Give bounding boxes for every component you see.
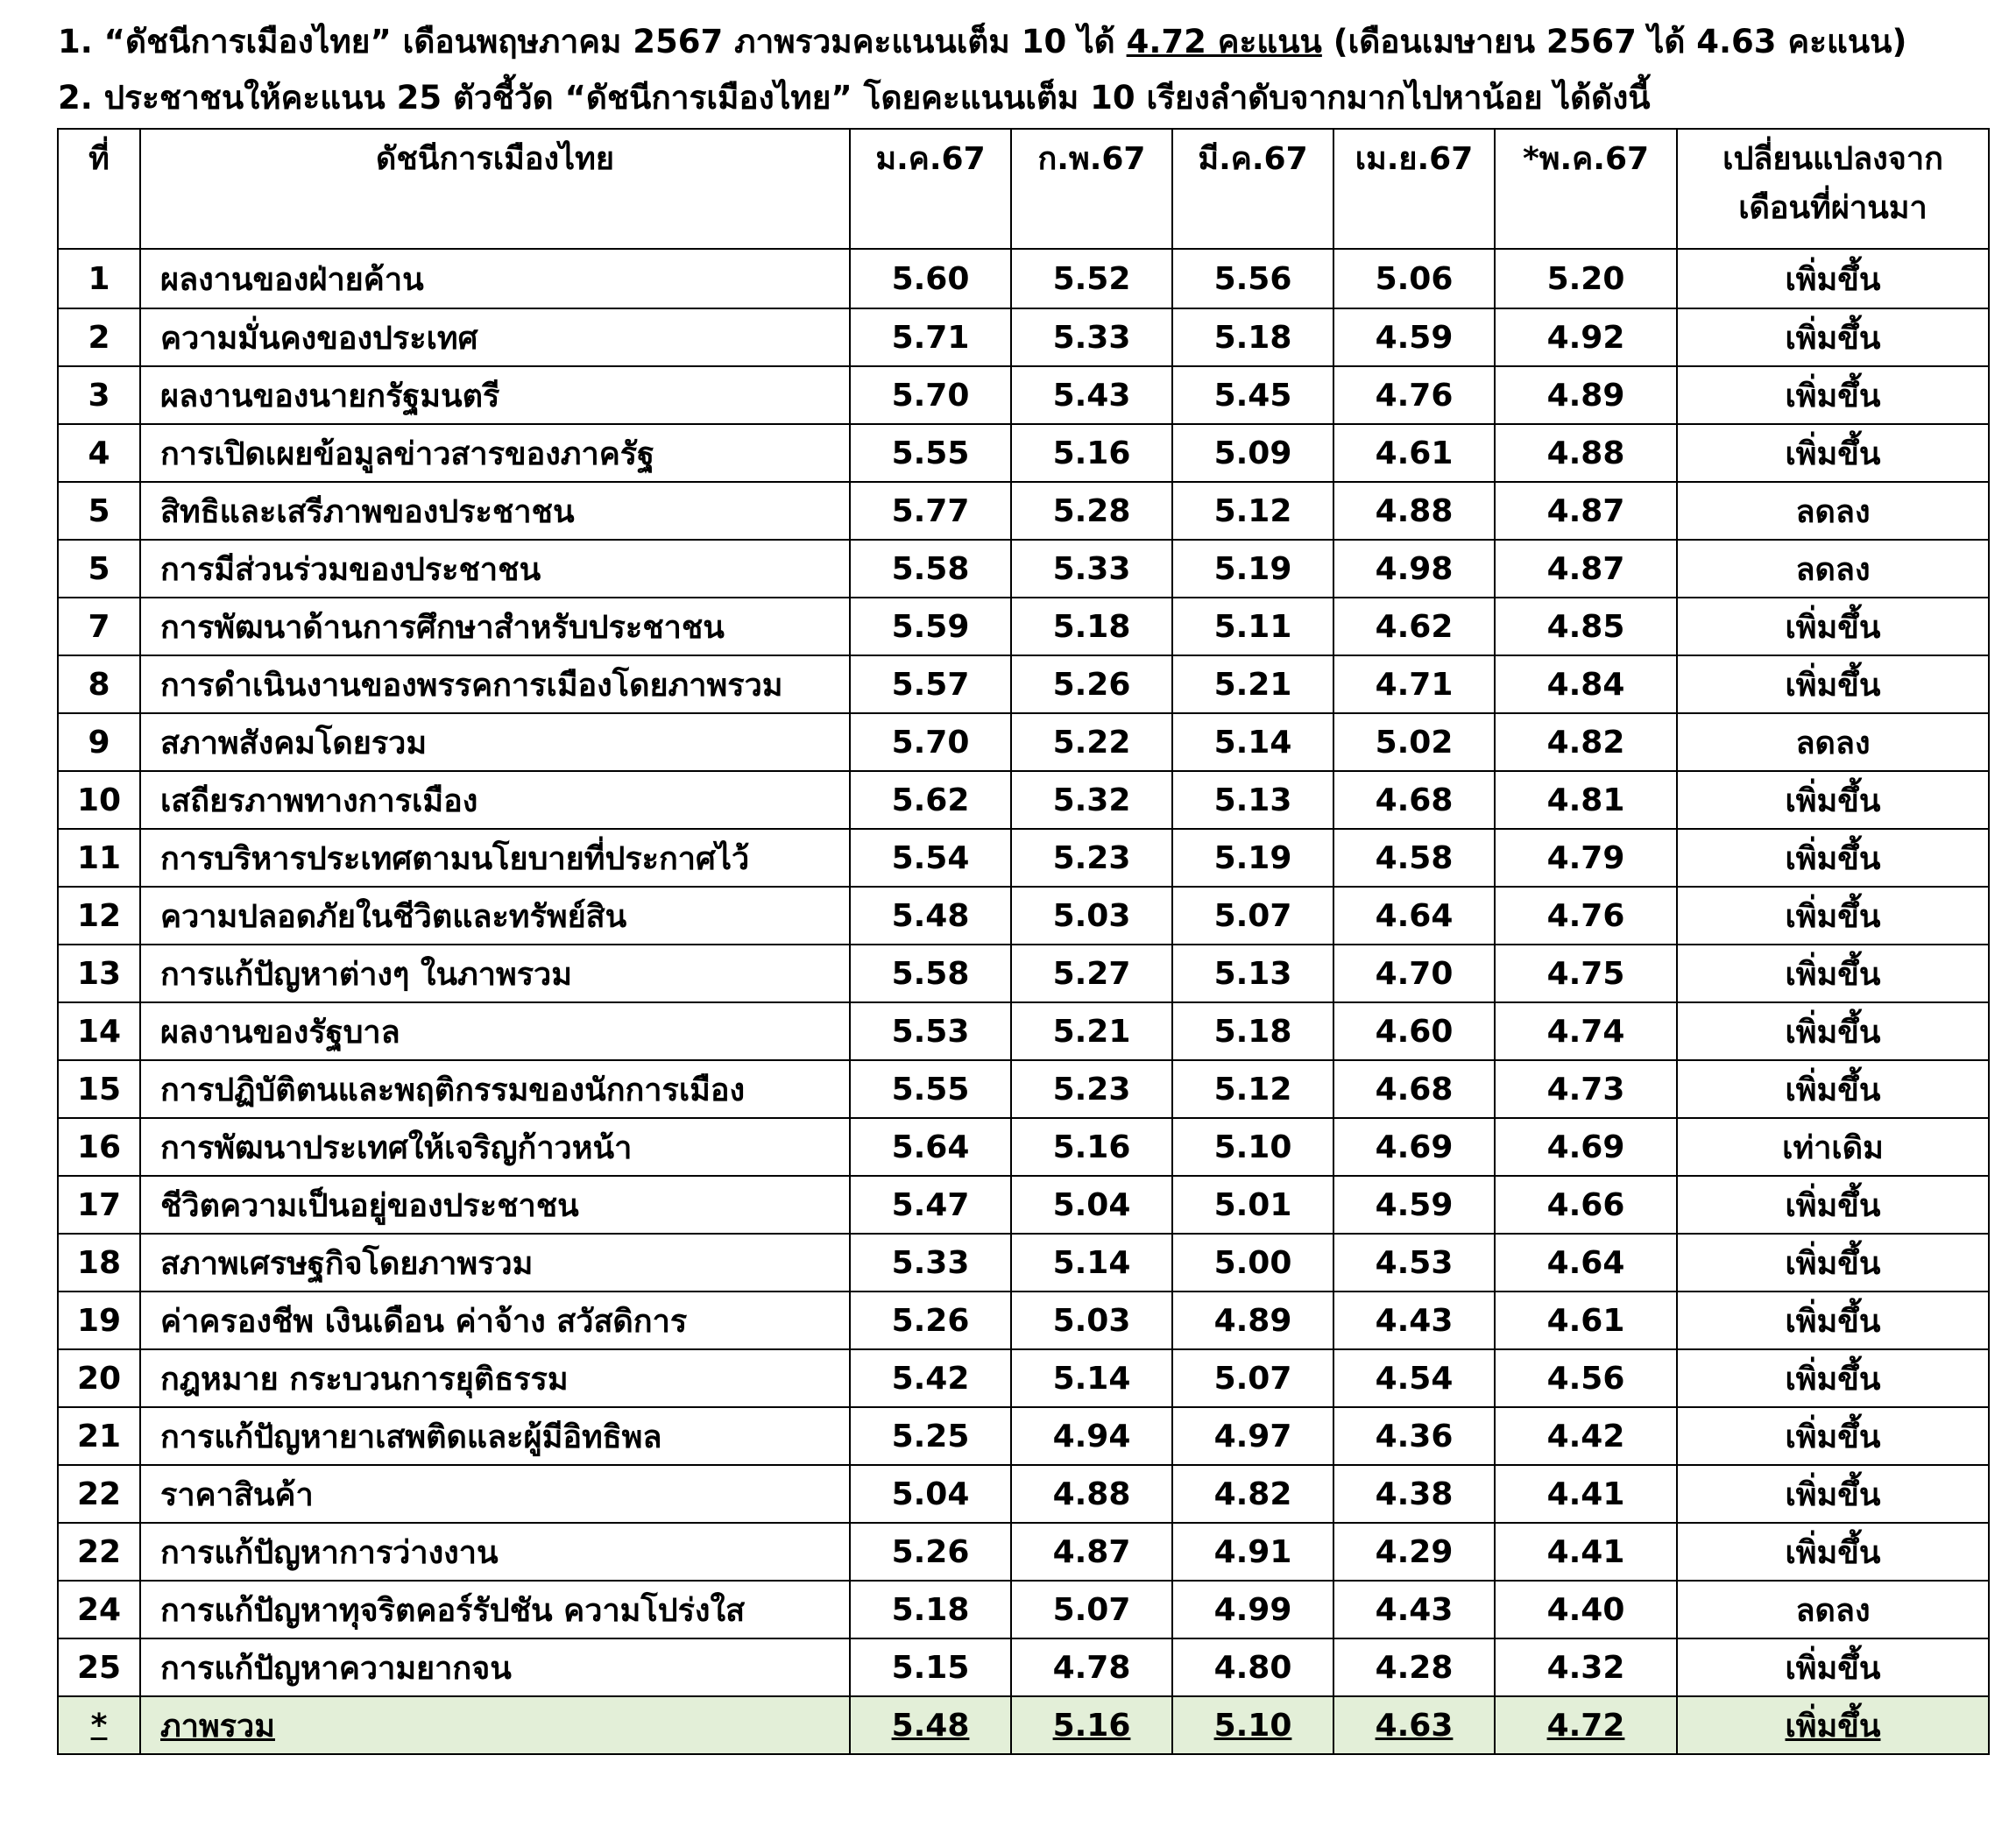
change-cell: เพิ่มขึ้น: [1677, 1234, 1989, 1292]
feb-cell: 5.33: [1011, 308, 1172, 366]
indicator-cell: ผลงานของนายกรัฐมนตรี: [140, 366, 850, 424]
jan-cell: 5.58: [850, 540, 1011, 598]
jan-cell: 5.48: [850, 887, 1011, 945]
rank-cell: 5: [58, 540, 140, 598]
table-row: [58, 1060, 1989, 1118]
mar-cell: 5.11: [1172, 598, 1333, 655]
change-cell: เพิ่มขึ้น: [1677, 1407, 1989, 1465]
may-cell: 4.69: [1495, 1118, 1677, 1176]
change-cell: เพิ่มขึ้น: [1677, 1002, 1989, 1060]
may-cell: 4.89: [1495, 366, 1677, 424]
indicator-cell: การปฏิบัติตนและพฤติกรรมของนักการเมือง: [140, 1060, 850, 1118]
may-cell: 4.92: [1495, 308, 1677, 366]
may-cell: 4.41: [1495, 1465, 1677, 1523]
may-cell: 4.64: [1495, 1234, 1677, 1292]
apr-cell: 4.71: [1333, 655, 1495, 713]
indicator-cell: ราคาสินค้า: [140, 1465, 850, 1523]
may-cell: 4.84: [1495, 655, 1677, 713]
change-cell: เพิ่มขึ้น: [1677, 655, 1989, 713]
mar-cell: 5.13: [1172, 945, 1333, 1002]
apr-cell: 4.62: [1333, 598, 1495, 655]
jan-cell: 5.26: [850, 1523, 1011, 1581]
header-rank: ที่: [58, 129, 140, 249]
apr-cell: 4.61: [1333, 424, 1495, 482]
jan-cell: 5.47: [850, 1176, 1011, 1234]
jan-cell: 5.54: [850, 829, 1011, 887]
table-row: [58, 366, 1989, 424]
change-cell: เพิ่มขึ้น: [1677, 1523, 1989, 1581]
feb-cell: 4.88: [1011, 1465, 1172, 1523]
change-cell: ลดลง: [1677, 482, 1989, 540]
mar-cell: 5.07: [1172, 887, 1333, 945]
indicator-cell: การพัฒนาประเทศให้เจริญก้าวหน้า: [140, 1118, 850, 1176]
indicator-cell: การบริหารประเทศตามนโยบายที่ประกาศไว้: [140, 829, 850, 887]
header-feb: ก.พ.67: [1011, 129, 1172, 249]
may-cell: 4.82: [1495, 713, 1677, 771]
may-cell: 4.56: [1495, 1349, 1677, 1407]
feb-cell: 5.26: [1011, 655, 1172, 713]
may-cell: 4.40: [1495, 1581, 1677, 1638]
feb-cell: 5.16: [1011, 424, 1172, 482]
change-cell: เพิ่มขึ้น: [1677, 366, 1989, 424]
table-row: [58, 249, 1989, 308]
may-cell: 4.41: [1495, 1523, 1677, 1581]
change-cell: เพิ่มขึ้น: [1677, 598, 1989, 655]
may-cell: 4.73: [1495, 1060, 1677, 1118]
may-cell: 4.75: [1495, 945, 1677, 1002]
change-cell: เพิ่มขึ้น: [1677, 308, 1989, 366]
total-change-cell: [1677, 1696, 1989, 1754]
may-cell: 4.81: [1495, 771, 1677, 829]
jan-cell: 5.33: [850, 1234, 1011, 1292]
table-row: [58, 771, 1989, 829]
feb-cell: 5.32: [1011, 771, 1172, 829]
apr-cell: 5.02: [1333, 713, 1495, 771]
total-value: เพิ่มขึ้น: [1785, 1708, 1881, 1744]
feb-cell: 4.87: [1011, 1523, 1172, 1581]
indicator-cell: การแก้ปัญหาความยากจน: [140, 1638, 850, 1696]
change-cell: ลดลง: [1677, 1581, 1989, 1638]
header-change-line-1: เปลี่ยนแปลงจาก: [1722, 141, 1943, 177]
mar-cell: 5.12: [1172, 1060, 1333, 1118]
indicator-cell: ความมั่นคงของประเทศ: [140, 308, 850, 366]
jan-cell: 5.57: [850, 655, 1011, 713]
feb-cell: 5.18: [1011, 598, 1172, 655]
mar-cell: 4.91: [1172, 1523, 1333, 1581]
total-value: 4.63: [1375, 1707, 1454, 1744]
table-row: [58, 308, 1989, 366]
jan-cell: 5.62: [850, 771, 1011, 829]
table-row: [58, 1234, 1989, 1292]
rank-cell: 11: [58, 829, 140, 887]
apr-cell: 4.68: [1333, 1060, 1495, 1118]
jan-cell: 5.53: [850, 1002, 1011, 1060]
rank-cell: 15: [58, 1060, 140, 1118]
mar-cell: 5.01: [1172, 1176, 1333, 1234]
table-row: [58, 887, 1989, 945]
indicator-cell: การแก้ปัญหายาเสพติดและผู้มีอิทธิพล: [140, 1407, 850, 1465]
mar-cell: 5.10: [1172, 1118, 1333, 1176]
header-indicator: ดัชนีการเมืองไทย: [140, 129, 850, 249]
rank-cell: 24: [58, 1581, 140, 1638]
mar-cell: 4.89: [1172, 1292, 1333, 1349]
may-cell: 4.66: [1495, 1176, 1677, 1234]
intro-line-1-suffix: (เดือนเมษายน 2567 ได้ 4.63 คะแนน): [1321, 23, 1907, 60]
mar-cell: 5.19: [1172, 540, 1333, 598]
may-cell: 4.76: [1495, 887, 1677, 945]
indicator-cell: ชีวิตความเป็นอยู่ของประชาชน: [140, 1176, 850, 1234]
feb-cell: 4.78: [1011, 1638, 1172, 1696]
table-row: [58, 1118, 1989, 1176]
apr-cell: 4.88: [1333, 482, 1495, 540]
table-header-row: [58, 129, 1989, 249]
table-row: [58, 1638, 1989, 1696]
apr-cell: 4.68: [1333, 771, 1495, 829]
rank-cell: 16: [58, 1118, 140, 1176]
mar-cell: 5.00: [1172, 1234, 1333, 1292]
feb-cell: 5.14: [1011, 1234, 1172, 1292]
indicator-cell: การดำเนินงานของพรรคการเมืองโดยภาพรวม: [140, 655, 850, 713]
rank-cell: 10: [58, 771, 140, 829]
change-cell: ลดลง: [1677, 540, 1989, 598]
may-cell: 4.32: [1495, 1638, 1677, 1696]
apr-cell: 4.28: [1333, 1638, 1495, 1696]
table-row: [58, 482, 1989, 540]
change-cell: เพิ่มขึ้น: [1677, 1465, 1989, 1523]
mar-cell: 4.99: [1172, 1581, 1333, 1638]
rank-cell: 20: [58, 1349, 140, 1407]
jan-cell: 5.55: [850, 1060, 1011, 1118]
table-row: [58, 1349, 1989, 1407]
total-may-cell: [1495, 1696, 1677, 1754]
may-cell: 5.20: [1495, 249, 1677, 308]
table-row: [58, 655, 1989, 713]
apr-cell: 4.60: [1333, 1002, 1495, 1060]
indicator-cell: การมีส่วนร่วมของประชาชน: [140, 540, 850, 598]
table-row: [58, 1465, 1989, 1523]
rank-cell: 21: [58, 1407, 140, 1465]
jan-cell: 5.59: [850, 598, 1011, 655]
header-change: [1677, 129, 1989, 249]
table-row: [58, 1002, 1989, 1060]
jan-cell: 5.71: [850, 308, 1011, 366]
apr-cell: 4.29: [1333, 1523, 1495, 1581]
feb-cell: 5.27: [1011, 945, 1172, 1002]
indicator-cell: เสถียรภาพทางการเมือง: [140, 771, 850, 829]
change-cell: เพิ่มขึ้น: [1677, 829, 1989, 887]
indicator-cell: กฎหมาย กระบวนการยุติธรรม: [140, 1349, 850, 1407]
politics-index-table: [57, 128, 1990, 1755]
mar-cell: 5.18: [1172, 1002, 1333, 1060]
may-cell: 4.87: [1495, 540, 1677, 598]
mar-cell: 5.13: [1172, 771, 1333, 829]
rank-cell: 7: [58, 598, 140, 655]
indicator-cell: สภาพสังคมโดยรวม: [140, 713, 850, 771]
rank-cell: 5: [58, 482, 140, 540]
table-body: [58, 249, 1989, 1754]
header-change-line-2: เดือนที่ผ่านมา: [1738, 190, 1928, 226]
feb-cell: 5.03: [1011, 1292, 1172, 1349]
indicator-cell: ผลงานของรัฐบาล: [140, 1002, 850, 1060]
change-cell: เพิ่มขึ้น: [1677, 1638, 1989, 1696]
feb-cell: 5.43: [1011, 366, 1172, 424]
total-value: 4.72: [1546, 1707, 1625, 1744]
rank-cell: 9: [58, 713, 140, 771]
apr-cell: 4.58: [1333, 829, 1495, 887]
apr-cell: 4.54: [1333, 1349, 1495, 1407]
feb-cell: 4.94: [1011, 1407, 1172, 1465]
may-cell: 4.87: [1495, 482, 1677, 540]
feb-cell: 5.04: [1011, 1176, 1172, 1234]
total-mar-cell: [1172, 1696, 1333, 1754]
feb-cell: 5.28: [1011, 482, 1172, 540]
apr-cell: 4.59: [1333, 1176, 1495, 1234]
jan-cell: 5.15: [850, 1638, 1011, 1696]
apr-cell: 4.43: [1333, 1581, 1495, 1638]
total-value: *: [90, 1707, 108, 1744]
apr-cell: 4.69: [1333, 1118, 1495, 1176]
mar-cell: 5.14: [1172, 713, 1333, 771]
table-row: [58, 1581, 1989, 1638]
total-value: 5.10: [1213, 1707, 1292, 1744]
may-cell: 4.79: [1495, 829, 1677, 887]
apr-cell: 4.59: [1333, 308, 1495, 366]
indicator-cell: ค่าครองชีพ เงินเดือน ค่าจ้าง สวัสดิการ: [140, 1292, 850, 1349]
table-row: [58, 713, 1989, 771]
may-cell: 4.42: [1495, 1407, 1677, 1465]
change-cell: เพิ่มขึ้น: [1677, 887, 1989, 945]
change-cell: เพิ่มขึ้น: [1677, 771, 1989, 829]
mar-cell: 4.97: [1172, 1407, 1333, 1465]
jan-cell: 5.26: [850, 1292, 1011, 1349]
rank-cell: 13: [58, 945, 140, 1002]
total-jan-cell: [850, 1696, 1011, 1754]
header-apr: เม.ย.67: [1333, 129, 1495, 249]
jan-cell: 5.42: [850, 1349, 1011, 1407]
mar-cell: 5.18: [1172, 308, 1333, 366]
mar-cell: 4.82: [1172, 1465, 1333, 1523]
indicator-cell: การแก้ปัญหาการว่างงาน: [140, 1523, 850, 1581]
change-cell: ลดลง: [1677, 713, 1989, 771]
intro-line-2: 2. ประชาชนให้คะแนน 25 ตัวชี้วัด “ดัชนีการเมืองไทย” โดยคะแนนเต็ม 10 เรียงลำดับจากมากไปหาน้อย ได้ดังนี้: [58, 79, 1651, 117]
intro-line-1-prefix: 1. “ดัชนีการเมืองไทย” เดือนพฤษภาคม 2567 ภาพรวมคะแนนเต็ม 10 ได้: [58, 23, 1127, 60]
rank-cell: 14: [58, 1002, 140, 1060]
mar-cell: 5.45: [1172, 366, 1333, 424]
change-cell: เพิ่มขึ้น: [1677, 1060, 1989, 1118]
feb-cell: 5.07: [1011, 1581, 1172, 1638]
table-row: [58, 540, 1989, 598]
rank-cell: 17: [58, 1176, 140, 1234]
indicator-cell: การเปิดเผยข้อมูลข่าวสารของภาครัฐ: [140, 424, 850, 482]
indicator-cell: สภาพเศรษฐกิจโดยภาพรวม: [140, 1234, 850, 1292]
jan-cell: 5.55: [850, 424, 1011, 482]
table-row: [58, 1407, 1989, 1465]
feb-cell: 5.52: [1011, 249, 1172, 308]
apr-cell: 4.76: [1333, 366, 1495, 424]
apr-cell: 4.53: [1333, 1234, 1495, 1292]
mar-cell: 5.56: [1172, 249, 1333, 308]
jan-cell: 5.70: [850, 713, 1011, 771]
jan-cell: 5.18: [850, 1581, 1011, 1638]
apr-cell: 4.64: [1333, 887, 1495, 945]
feb-cell: 5.14: [1011, 1349, 1172, 1407]
change-cell: เท่าเดิม: [1677, 1118, 1989, 1176]
rank-cell: 18: [58, 1234, 140, 1292]
jan-cell: 5.60: [850, 249, 1011, 308]
jan-cell: 5.58: [850, 945, 1011, 1002]
mar-cell: 4.80: [1172, 1638, 1333, 1696]
apr-cell: 4.38: [1333, 1465, 1495, 1523]
table-row: [58, 424, 1989, 482]
rank-cell: 19: [58, 1292, 140, 1349]
total-apr-cell: [1333, 1696, 1495, 1754]
jan-cell: 5.04: [850, 1465, 1011, 1523]
rank-cell: 1: [58, 249, 140, 308]
change-cell: เพิ่มขึ้น: [1677, 424, 1989, 482]
feb-cell: 5.21: [1011, 1002, 1172, 1060]
mar-cell: 5.21: [1172, 655, 1333, 713]
header-may: *พ.ค.67: [1495, 129, 1677, 249]
feb-cell: 5.23: [1011, 1060, 1172, 1118]
feb-cell: 5.03: [1011, 887, 1172, 945]
change-cell: เพิ่มขึ้น: [1677, 249, 1989, 308]
feb-cell: 5.16: [1011, 1118, 1172, 1176]
feb-cell: 5.22: [1011, 713, 1172, 771]
total-row: [58, 1696, 1989, 1754]
intro-overall-score: 4.72 คะแนน: [1126, 23, 1322, 60]
table-row: [58, 1176, 1989, 1234]
apr-cell: 4.70: [1333, 945, 1495, 1002]
table-row: [58, 1292, 1989, 1349]
indicator-cell: สิทธิและเสรีภาพของประชาชน: [140, 482, 850, 540]
table-row: [58, 1523, 1989, 1581]
rank-cell: 4: [58, 424, 140, 482]
jan-cell: 5.77: [850, 482, 1011, 540]
rank-cell: 22: [58, 1523, 140, 1581]
intro-line-1: [58, 19, 1906, 65]
mar-cell: 5.07: [1172, 1349, 1333, 1407]
indicator-cell: ความปลอดภัยในชีวิตและทรัพย์สิน: [140, 887, 850, 945]
total-rank-cell: [58, 1696, 140, 1754]
apr-cell: 4.36: [1333, 1407, 1495, 1465]
may-cell: 4.88: [1495, 424, 1677, 482]
apr-cell: 5.06: [1333, 249, 1495, 308]
rank-cell: 2: [58, 308, 140, 366]
total-value: ภาพรวม: [160, 1708, 275, 1744]
feb-cell: 5.23: [1011, 829, 1172, 887]
total-feb-cell: [1011, 1696, 1172, 1754]
mar-cell: 5.09: [1172, 424, 1333, 482]
feb-cell: 5.33: [1011, 540, 1172, 598]
rank-cell: 25: [58, 1638, 140, 1696]
may-cell: 4.61: [1495, 1292, 1677, 1349]
change-cell: เพิ่มขึ้น: [1677, 1292, 1989, 1349]
header-jan: ม.ค.67: [850, 129, 1011, 249]
apr-cell: 4.98: [1333, 540, 1495, 598]
mar-cell: 5.12: [1172, 482, 1333, 540]
jan-cell: 5.64: [850, 1118, 1011, 1176]
rank-cell: 3: [58, 366, 140, 424]
total-value: 5.16: [1052, 1707, 1131, 1744]
apr-cell: 4.43: [1333, 1292, 1495, 1349]
total-value: 5.48: [891, 1707, 970, 1744]
rank-cell: 12: [58, 887, 140, 945]
indicator-cell: การแก้ปัญหาทุจริตคอร์รัปชัน ความโปร่งใส: [140, 1581, 850, 1638]
header-mar: มี.ค.67: [1172, 129, 1333, 249]
change-cell: เพิ่มขึ้น: [1677, 1176, 1989, 1234]
total-indicator-cell: [140, 1696, 850, 1754]
change-cell: เพิ่มขึ้น: [1677, 945, 1989, 1002]
mar-cell: 5.19: [1172, 829, 1333, 887]
indicator-cell: การแก้ปัญหาต่างๆ ในภาพรวม: [140, 945, 850, 1002]
may-cell: 4.85: [1495, 598, 1677, 655]
table-row: [58, 829, 1989, 887]
jan-cell: 5.25: [850, 1407, 1011, 1465]
indicator-cell: การพัฒนาด้านการศึกษาสำหรับประชาชน: [140, 598, 850, 655]
table-row: [58, 598, 1989, 655]
may-cell: 4.74: [1495, 1002, 1677, 1060]
indicator-cell: ผลงานของฝ่ายค้าน: [140, 249, 850, 308]
change-cell: เพิ่มขึ้น: [1677, 1349, 1989, 1407]
rank-cell: 22: [58, 1465, 140, 1523]
rank-cell: 8: [58, 655, 140, 713]
table-row: [58, 945, 1989, 1002]
jan-cell: 5.70: [850, 366, 1011, 424]
